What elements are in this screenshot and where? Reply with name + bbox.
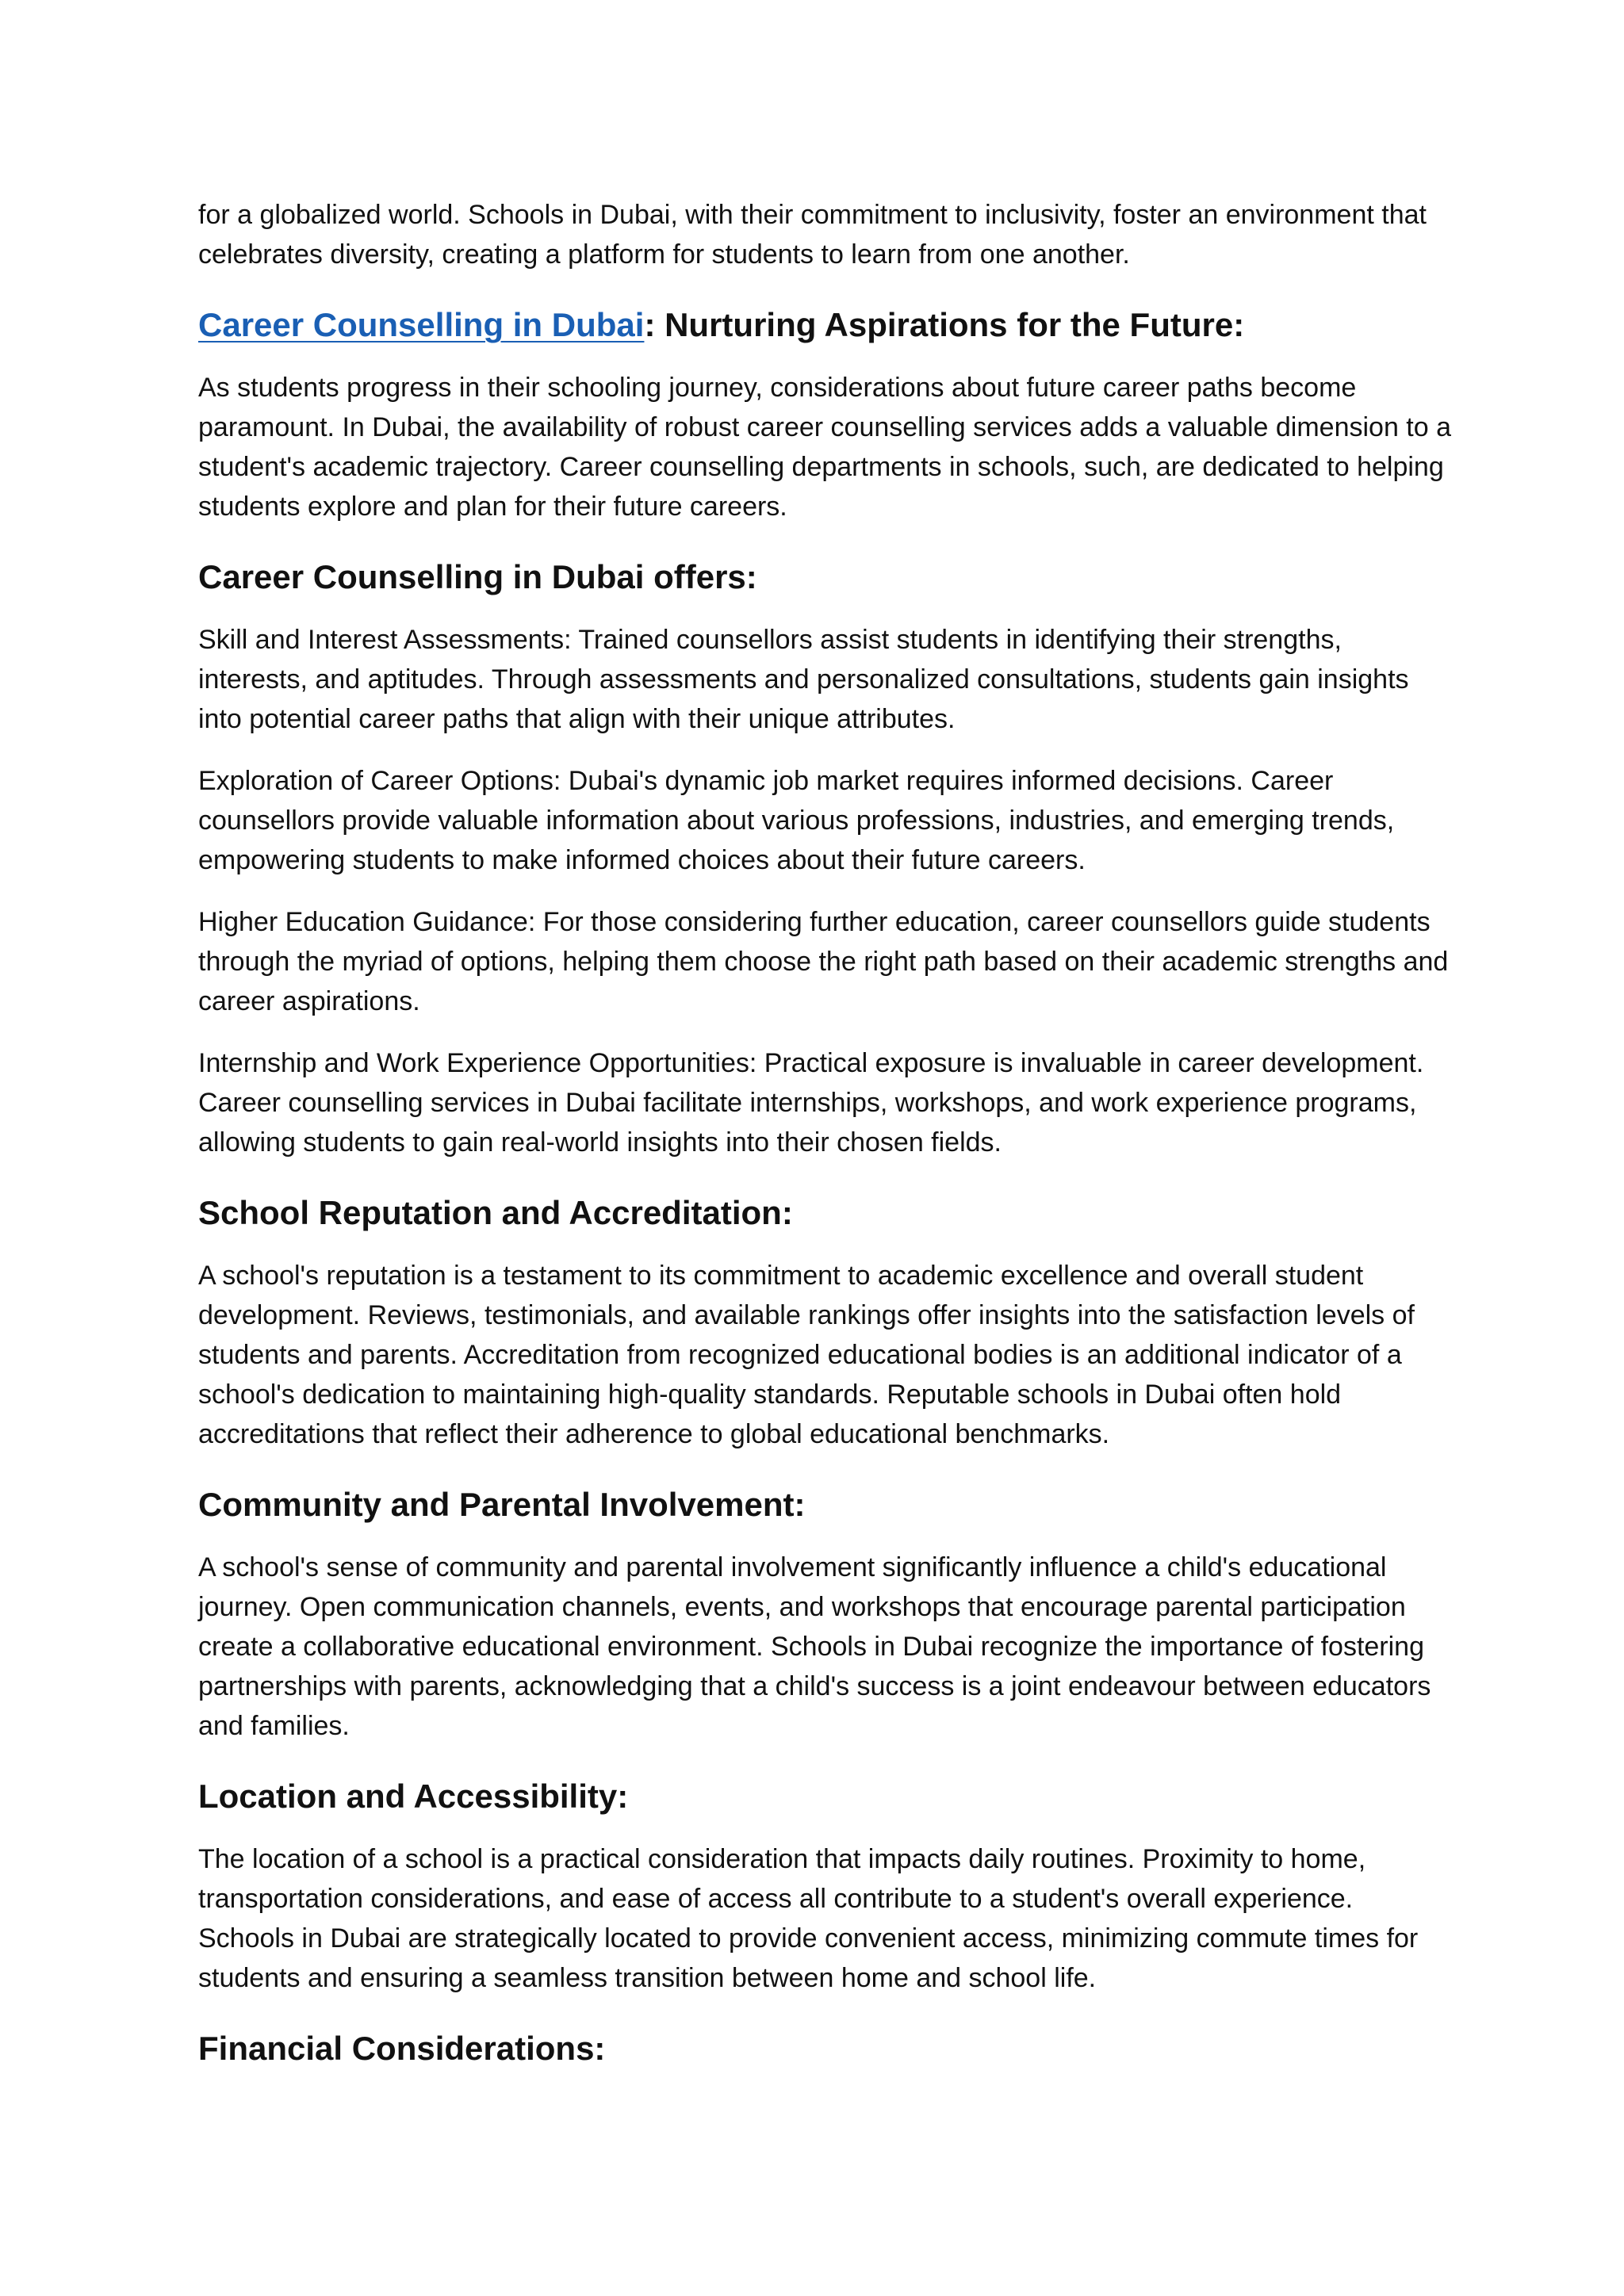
offer-item-higher-education: Higher Education Guidance: For those considering further education, career counsellors guide students through the myriad of options, helping them choose the right path based on their academic strengths and career aspirations. (198, 907, 1449, 1016)
career-counselling-link[interactable]: Career Counselling in Dubai (198, 306, 645, 343)
location-heading: Location and Accessibility: (198, 1777, 629, 1815)
reputation-heading: School Reputation and Accreditation: (198, 1194, 793, 1231)
offer-item-career-options: Exploration of Career Options: Dubai's dynamic job market requires informed decisions. Career counsellors provide valuable information about various professions, industries, and emerging trends, empowering students to make informed choices about their future careers. (198, 766, 1395, 875)
career-counselling-paragraph: As students progress in their schooling journey, considerations about future career paths become paramount. In Dubai, the availability of robust career counselling services adds a valuable dimension to a student's academic trajectory. Career counselling departments in schools, such, are dedicated to helping students explore and plan for their future careers. (198, 373, 1452, 522)
financial-heading: Financial Considerations: (198, 2030, 606, 2067)
document-page (198, 195, 1451, 2072)
offer-item-internships: Internship and Work Experience Opportunities: Practical exposure is invaluable in career development. Career counselling services in Dubai facilitate internships, workshops, and work experience programs, allowing students to gain real-world insights into their chosen fields. (198, 1048, 1424, 1158)
location-paragraph: The location of a school is a practical consideration that impacts daily routines. Proximity to home, transportation considerations, and ease of access all contribute to a student's overall experience. Schools in Dubai are strategically located to provide convenient access, minimizing commute times for students and ensuring a seamless transition between home and school life. (198, 1844, 1419, 1993)
intro-paragraph: for a globalized world. Schools in Dubai, with their commitment to inclusivity, foster an environment that celebrates diversity, creating a platform for students to learn from one another. (198, 200, 1427, 270)
offer-item-skill-assessments: Skill and Interest Assessments: Trained counsellors assist students in identifying their strengths, interests, and aptitudes. Through assessments and personalized consultations, students gain insights into potential career paths that align with their unique attributes. (198, 625, 1409, 734)
reputation-paragraph: A school's reputation is a testament to its commitment to academic excellence and overall student development. Reviews, testimonials, and available rankings offer insights into the satisfaction levels of students and parents. Accreditation from recognized educational bodies is an additional indicator of a school's dedication to maintaining high-quality standards. Reputable schools in Dubai often hold accreditations that reflect their adherence to global educational benchmarks. (198, 1261, 1415, 1449)
community-heading: Community and Parental Involvement: (198, 1486, 806, 1523)
career-counselling-heading (198, 301, 1451, 349)
offers-heading: Career Counselling in Dubai offers: (198, 558, 757, 595)
community-paragraph: A school's sense of community and parental involvement significantly influence a child's educational journey. Open communication channels, events, and workshops that encourage parental participation create a collaborative educational environment. Schools in Dubai recognize the importance of fostering partnerships with parents, acknowledging that a child's success is a joint endeavour between educators and families. (198, 1552, 1431, 1741)
career-heading-rest: : Nurturing Aspirations for the Future: (644, 306, 1245, 343)
